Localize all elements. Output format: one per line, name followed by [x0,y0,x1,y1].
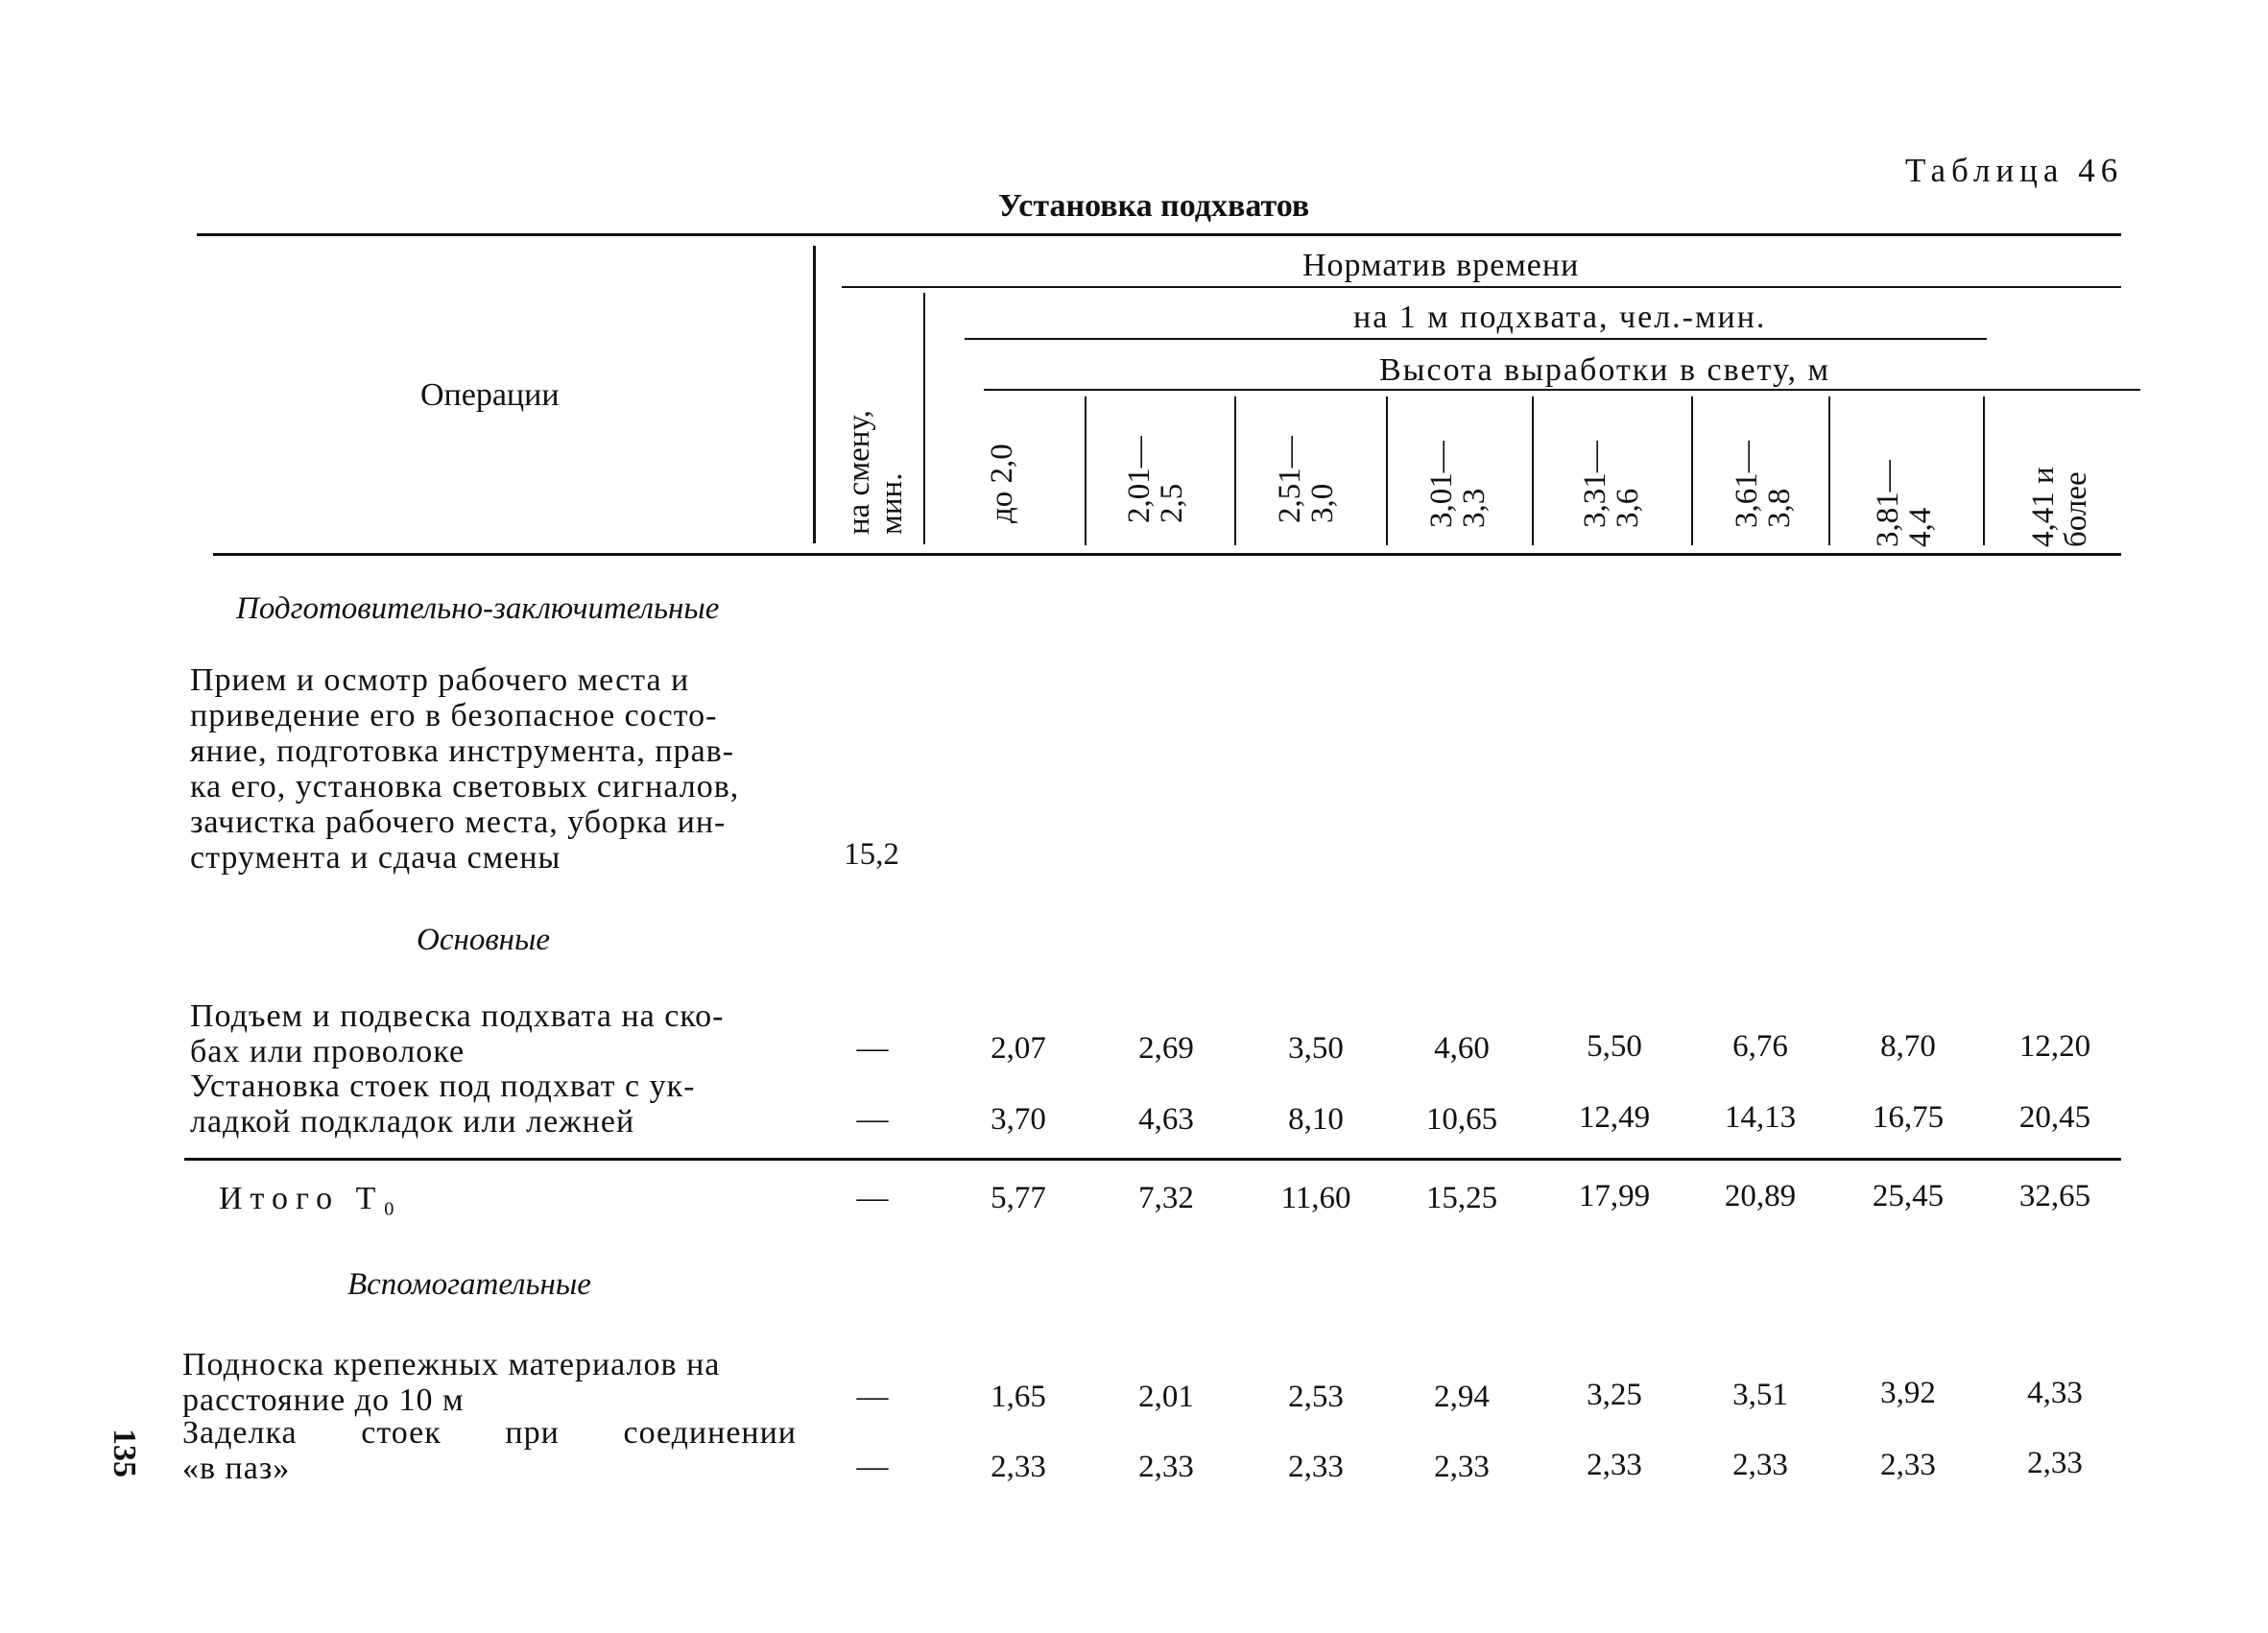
main-row-1-shift: — [856,1031,889,1066]
aux-row-2-line-1: Заделка стоек при соединении [182,1415,797,1451]
total-val-5: 17,99 [1578,1179,1651,1213]
prep-row-operation [190,662,739,876]
col-divider-3 [1386,396,1388,545]
prep-row-line-5: зачистка рабочего места, уборка ин- [190,804,727,840]
aux-row-1-val-6: 3,51 [1732,1378,1788,1412]
main-row-1-val-8: 12,20 [2018,1029,2091,1064]
header-per-shift-line-1: на смену, [842,410,876,535]
prep-row-line-2: приведение его в безопасное состо- [190,698,718,733]
header-operations: Операции [420,377,560,413]
main-row-2-val-3: 8,10 [1288,1102,1344,1137]
aux-row-1-val-7: 3,92 [1880,1376,1936,1410]
height-col-5-line-1: 3,31— [1578,441,1612,528]
section-aux-heading: Вспомогательные [347,1267,591,1302]
section-prep-heading: Подготовительно-заключительные [236,591,720,626]
total-shift: — [856,1181,889,1215]
total-val-2: 7,32 [1138,1181,1194,1215]
aux-row-2-val-5: 2,33 [1587,1448,1642,1482]
height-col-6-line-2: 3,8 [1762,488,1797,528]
main-row-1-val-4: 4,60 [1434,1031,1490,1066]
main-row-2-val-1: 3,70 [991,1102,1046,1137]
aux-row-1-line-1: Подноска крепежных материалов на [182,1347,721,1382]
main-row-2-line-1: Установка стоек под подхват с ук- [190,1069,696,1104]
total-val-6: 20,89 [1724,1179,1797,1213]
aux-row-2-val-6: 2,33 [1732,1448,1788,1482]
main-row-1-operation [190,998,724,1069]
main-row-1-val-6: 6,76 [1732,1029,1788,1064]
total-val-1: 5,77 [991,1181,1046,1215]
prep-row-line-4: ка его, установка световых сигналов, [190,769,740,804]
total-val-8: 32,65 [2018,1179,2091,1213]
total-val-3: 11,60 [1280,1181,1351,1215]
total-val-7: 25,45 [1872,1179,1945,1213]
height-col-6 [1731,441,1796,528]
height-col-8 [2027,467,2092,547]
total-label: Итого Т₀ [219,1181,403,1216]
header-top-rule [197,233,2121,236]
aux-row-1-shift: — [856,1380,889,1414]
col-divider-6 [1828,396,1830,545]
height-col-3-line-2: 3,0 [1305,483,1340,523]
main-row-2-val-8: 20,45 [2018,1100,2091,1135]
main-row-1-val-2: 2,69 [1138,1031,1194,1066]
height-col-8-line-1: 4,41 и [2026,467,2061,547]
height-col-2-line-1: 2,01— [1122,436,1157,523]
header-per-shift [843,410,908,535]
header-per-meter-rule [965,338,1987,340]
header-norm: Норматив времени [1302,248,1580,283]
height-col-4 [1425,441,1491,528]
aux-row-2-val-8: 2,33 [2027,1446,2083,1480]
main-row-2-val-5: 12,49 [1578,1100,1651,1135]
height-col-7-line-2: 4,4 [1903,507,1938,547]
aux-row-1-val-5: 3,25 [1587,1378,1642,1412]
height-col-1-line-1: до 2,0 [985,444,1019,523]
height-col-2-line-2: 2,5 [1155,483,1189,523]
main-row-1-val-3: 3,50 [1288,1031,1344,1066]
header-per-meter: на 1 м подхвата, чел.-мин. [1353,300,1767,335]
height-col-6-line-1: 3,61— [1730,441,1764,528]
table-title: Установка подхватов [998,188,1310,224]
height-col-3 [1274,436,1339,523]
page-number: 135 [107,1429,142,1477]
prep-row-line-6: струмента и сдача смены [190,840,561,876]
main-row-1-val-7: 8,70 [1880,1029,1936,1064]
col-divider-4 [1532,396,1534,545]
aux-row-1-line-2: расстояние до 10 м [182,1382,465,1418]
table-caption: Таблица 46 [1905,152,2124,189]
aux-row-2-line-2: «в паз» [182,1451,291,1486]
aux-row-2-operation [182,1415,797,1486]
header-bottom-rule [213,553,2121,556]
main-row-2-shift: — [856,1102,889,1137]
aux-row-2-val-2: 2,33 [1138,1450,1194,1484]
height-col-7 [1872,460,1937,547]
main-row-2-operation [190,1069,695,1140]
aux-row-2-val-3: 2,33 [1288,1450,1344,1484]
total-val-4: 15,25 [1425,1181,1498,1215]
height-col-4-line-1: 3,01— [1424,441,1459,528]
main-row-1-val-1: 2,07 [991,1031,1046,1066]
aux-row-1-val-8: 4,33 [2027,1376,2083,1410]
main-row-2-val-6: 14,13 [1724,1100,1797,1135]
col-divider-5 [1691,396,1693,545]
total-rule [184,1158,2121,1161]
main-row-2-val-7: 16,75 [1872,1100,1945,1135]
height-col-5-line-2: 3,6 [1611,488,1645,528]
main-row-1-line-2: бах или проволоке [190,1034,466,1069]
main-row-1-line-1: Подъем и подвеска подхвата на ско- [190,998,725,1034]
height-col-5 [1579,441,1644,528]
aux-row-1-operation [182,1347,720,1418]
prep-row-line-3: яние, подготовка инструмента, прав- [190,733,735,769]
height-col-7-line-1: 3,81— [1871,460,1905,547]
aux-row-1-val-4: 2,94 [1434,1380,1490,1414]
col-divider-1 [1085,396,1086,545]
header-divider-shift [923,293,925,544]
header-height: Высота выработки в свету, м [1379,352,1831,388]
header-divider-ops [813,246,816,543]
prep-row-line-1: Прием и осмотр рабочего места и [190,662,690,698]
aux-row-1-val-2: 2,01 [1138,1380,1194,1414]
col-divider-7 [1983,396,1985,545]
height-col-2 [1123,436,1188,523]
prep-row-shift: 15,2 [844,837,899,872]
main-row-2-val-4: 10,65 [1425,1102,1498,1137]
header-per-shift-line-2: мин. [874,472,909,535]
height-col-3-line-1: 2,51— [1273,436,1307,523]
aux-row-1-val-1: 1,65 [991,1380,1046,1414]
main-row-1-val-5: 5,50 [1587,1029,1642,1064]
section-main-heading: Основные [417,923,551,957]
aux-row-2-val-7: 2,33 [1880,1448,1936,1482]
header-height-rule [984,389,2140,391]
aux-row-1-val-3: 2,53 [1288,1380,1344,1414]
main-row-2-line-2: ладкой подкладок или лежней [190,1104,635,1140]
height-col-4-line-2: 3,3 [1457,488,1492,528]
main-row-2-val-2: 4,63 [1138,1102,1194,1137]
height-col-1 [986,444,1018,523]
aux-row-2-val-1: 2,33 [991,1450,1046,1484]
header-norm-rule [842,286,2121,288]
aux-row-2-val-4: 2,33 [1434,1450,1490,1484]
col-divider-2 [1234,396,1236,545]
height-col-8-line-2: более [2059,471,2093,547]
aux-row-2-shift: — [856,1450,889,1484]
